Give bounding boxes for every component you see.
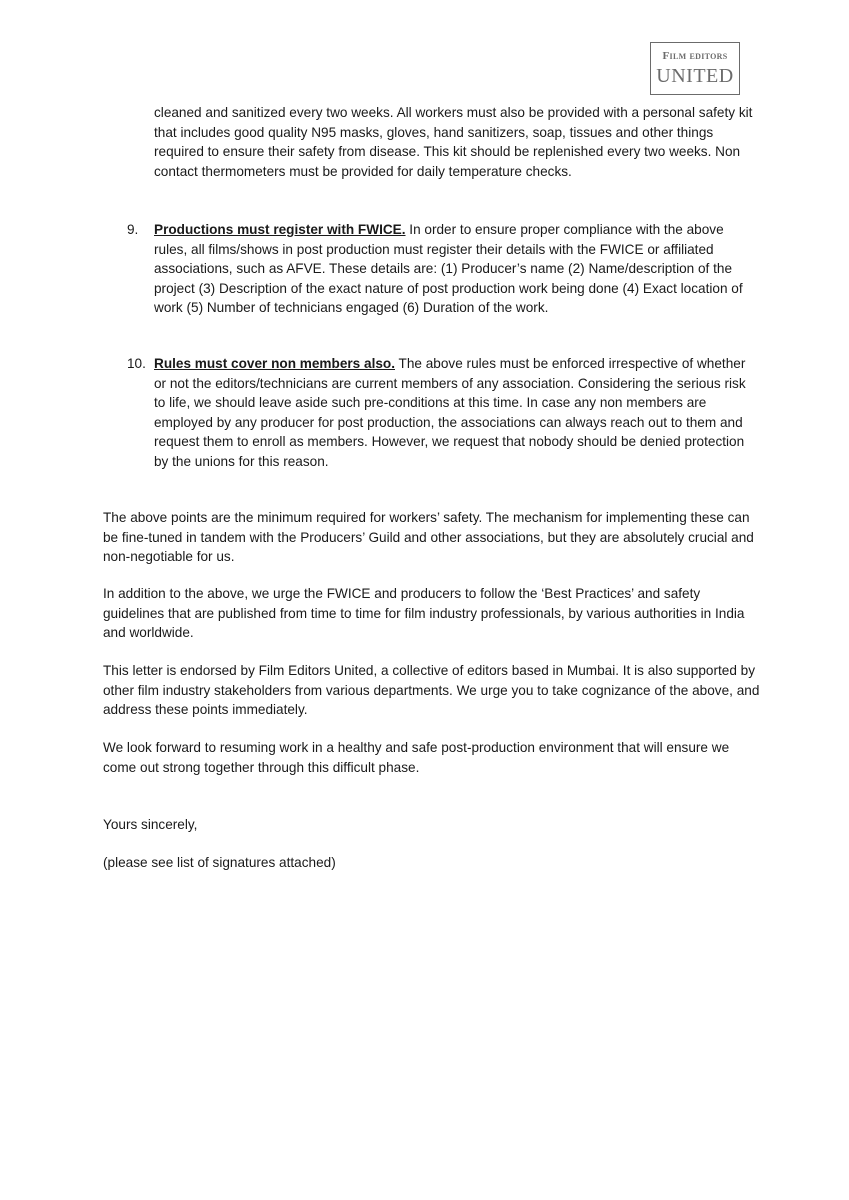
paragraph-looking-forward: We look forward to resuming work in a healthy and safe post-production environment that will ensure we come out strong together through this difficult phase. (103, 740, 730, 775)
item-number: 9. (127, 222, 139, 237)
item-text: The above rules must be enforced irrespective of whether or not the editors/technicians are current members of any association. Considering the serious risk to life, we should leave aside such pre-conditions at this time. In case any non members are employed by any producer for post production, the associations can always reach out to them and request them to enroll as members. However, we request that nobody should be denied protection by the unions for this reason. (154, 356, 746, 469)
item-heading: Productions must register with FWICE. (154, 222, 406, 237)
signature-note: (please see list of signatures attached) (103, 855, 336, 870)
logo-line-2: UNITED (656, 65, 734, 87)
item-heading: Rules must cover non members also. (154, 356, 395, 371)
item-8-continuation: cleaned and sanitized every two weeks. All workers must also be provided with a personal safety kit that includes good quality N95 masks, gloves, hand sanitizers, soap, tissues and other things required to ensure their safety from disease. This kit should be replenished every two weeks. Non contact thermometers must be provided for daily temperature checks. (154, 105, 753, 179)
item-body (154, 354, 749, 471)
paragraph-minimum-required: The above points are the minimum required for workers’ safety. The mechanism for implementing these can be fine-tuned in tandem with the Producers’ Guild and other associations, but they are absolutely crucial and non-negotiable for us. (103, 510, 754, 564)
paragraph-endorsement: This letter is endorsed by Film Editors United, a collective of editors based in Mumbai. It is also supported by other film industry stakeholders from various departments. We urge you to take cognizance of the above, and address these points immediately. (103, 663, 760, 717)
item-body (154, 220, 749, 318)
closing-salutation: Yours sincerely, (103, 817, 198, 832)
item-text: In order to ensure proper compliance with the above rules, all films/shows in post production must register their details with the FWICE or affiliated associations, such as AFVE. These details are: (1) Producer’s name (2) Name/description of the project (3) Description of the exact nature of post production work being done (4) Exact location of work (5) Number of technicians engaged (6) Duration of the work. (154, 222, 743, 315)
logo-line-1: Film editors (662, 50, 728, 62)
film-editors-united-logo (650, 42, 740, 95)
item-number: 10. (127, 356, 146, 371)
paragraph-best-practices: In addition to the above, we urge the FWICE and producers to follow the ‘Best Practices’ and safety guidelines that are published from time to time for film industry professionals, by various authorities in India and worldwide. (103, 586, 745, 640)
